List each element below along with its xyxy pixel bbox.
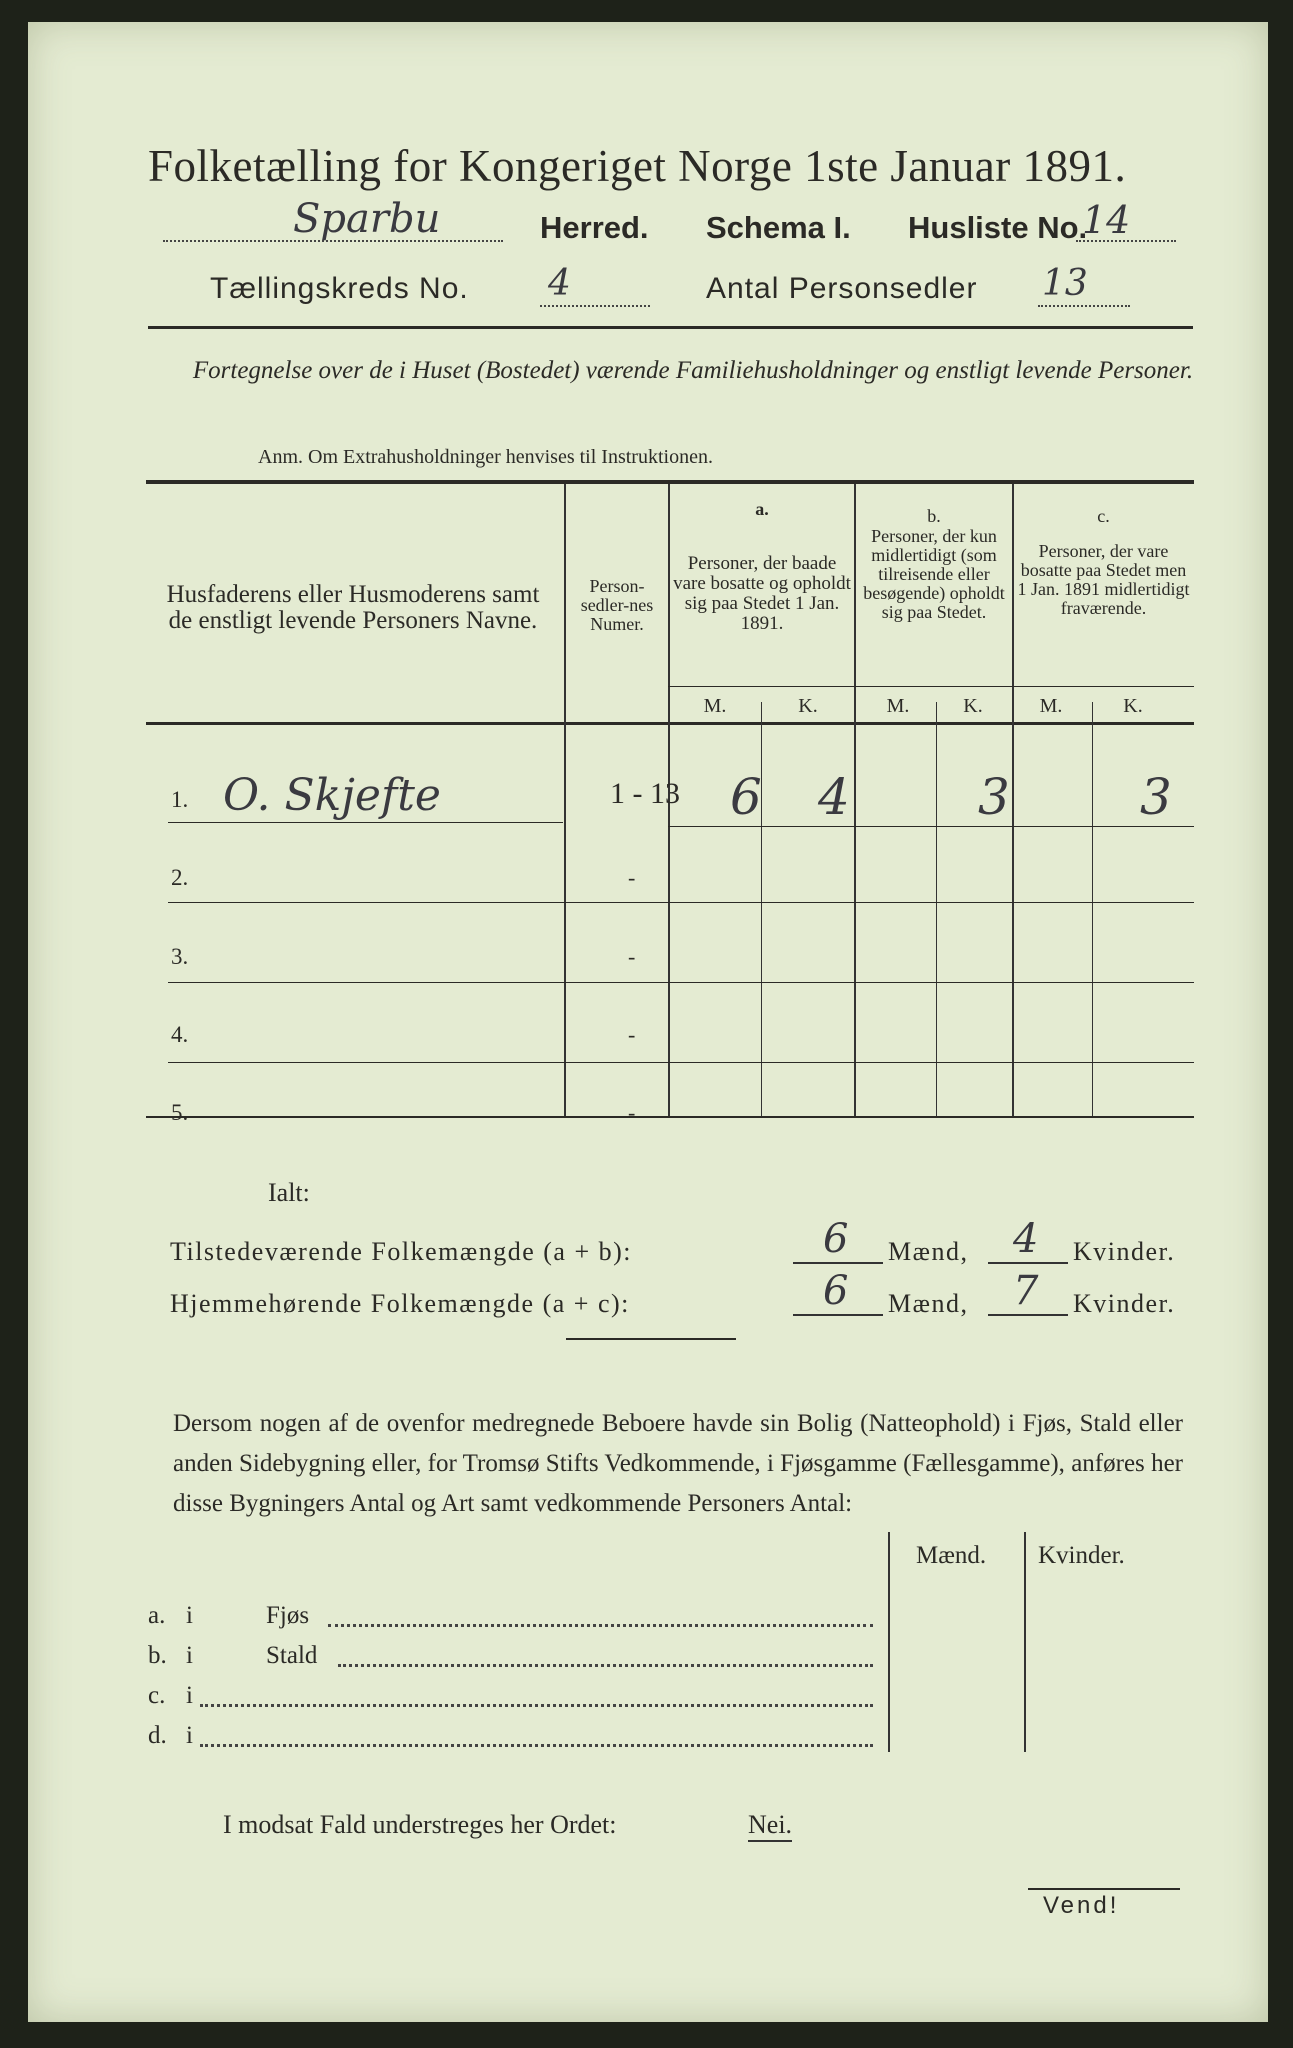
- instruction-note: Anm. Om Extrahusholdninger henvises til Instruktionen.: [258, 446, 713, 468]
- husliste-value: 14: [1082, 198, 1131, 242]
- col-a-m: M.: [703, 695, 727, 717]
- col-header-b: Personer, der kun midlertidigt (som tilreisende eller besøgende) opholdt sig paa Stedet.: [863, 526, 1005, 622]
- building-letter: b.: [148, 1642, 167, 1669]
- nei-option[interactable]: Nei.: [748, 1810, 792, 1842]
- kreds-value: 4: [548, 263, 571, 304]
- building-label: Fjøs: [266, 1602, 310, 1629]
- outbuilding-instructions: Dersom nogen af de ovenfor medregnede Beboere havde sin Bolig (Natteophold) i Fjøs, Stald eller anden Sidebygning eller, for Tromsø Stifts Vedkommende, i Fjøsgamme (Fællesgamme), anføres her disse Bygningers Antal og Art samt vedkommende Personers Antal:: [173, 1410, 1183, 1517]
- building-letter: c.: [148, 1682, 166, 1709]
- totals-label: Ialt:: [268, 1178, 310, 1207]
- vend-label: Vend!: [1043, 1892, 1120, 1919]
- row-a-m[interactable]: 6: [730, 768, 762, 826]
- total-resident-label: Hjemmehørende Folkemængde (a + c):: [170, 1289, 630, 1318]
- col-header-c: Personer, der vare bosatte paa Stedet men 1 Jan. 1891 midlertidigt fraværende.: [1017, 541, 1190, 618]
- personsedler-field[interactable]: [1038, 263, 1130, 312]
- herred-field[interactable]: [163, 196, 503, 250]
- personsedler-label: Antal Personsedler: [706, 272, 978, 305]
- form-subtitle: Fortegnelse over de i Huset (Bostedet) værende Familiehusholdninger og enstligt levende Personer.: [192, 357, 1194, 384]
- col-header-num: Person-sedler-nes Numer.: [580, 576, 654, 634]
- maend-label: Mænd,: [888, 1237, 969, 1266]
- total-present-m: 6: [823, 1216, 849, 1262]
- building-letter: d.: [148, 1722, 167, 1749]
- building-i: i: [186, 1682, 193, 1709]
- husliste-field[interactable]: [1076, 198, 1176, 250]
- total-resident-m-field[interactable]: [793, 1268, 883, 1316]
- modsat-text: I modsat Fald understreges her Ordet:: [223, 1810, 617, 1839]
- row-a-k[interactable]: 4: [818, 768, 850, 826]
- building-label: Stald: [266, 1642, 318, 1669]
- divider: [566, 1338, 736, 1340]
- schema-label: Schema I.: [706, 210, 851, 245]
- row-number: 4.: [171, 1022, 189, 1047]
- total-present-label: Tilstedeværende Folkemængde (a + b):: [170, 1237, 632, 1266]
- row-c-k[interactable]: 3: [1140, 768, 1172, 826]
- row-number: 2.: [171, 865, 189, 890]
- row-num[interactable]: -: [628, 944, 636, 969]
- husliste-label: Husliste No.: [908, 210, 1088, 245]
- building-i: i: [186, 1602, 193, 1629]
- row-num[interactable]: -: [628, 1100, 636, 1125]
- total-resident-m: 6: [823, 1268, 849, 1314]
- herred-value: Sparbu: [293, 196, 441, 242]
- buildings-maend-header: Mænd.: [916, 1542, 987, 1569]
- col-header-a-letter: a.: [755, 499, 769, 519]
- row-name[interactable]: O. Skjefte: [223, 770, 441, 821]
- footer-rule: [1028, 1888, 1180, 1890]
- col-a-k: K.: [798, 695, 818, 717]
- personsedler-value: 13: [1042, 263, 1088, 304]
- census-sheet: [28, 22, 1268, 2022]
- row-number: 5.: [171, 1100, 189, 1125]
- maend-label: Mænd,: [888, 1289, 969, 1318]
- kvinder-label: Kvinder.: [1073, 1237, 1176, 1266]
- row-number: 1.: [171, 787, 189, 812]
- building-letter: a.: [148, 1602, 166, 1629]
- col-b-m: M.: [886, 695, 910, 717]
- kvinder-label: Kvinder.: [1073, 1289, 1176, 1318]
- row-num[interactable]: -: [628, 1022, 636, 1047]
- header-divider: [148, 326, 1193, 329]
- buildings-kvinder-header: Kvinder.: [1038, 1542, 1125, 1569]
- total-present-m-field[interactable]: [793, 1216, 883, 1264]
- kreds-field[interactable]: [540, 263, 650, 312]
- col-c-m: M.: [1039, 695, 1063, 717]
- total-present-k-field[interactable]: [988, 1216, 1068, 1264]
- row-num[interactable]: -: [628, 865, 636, 890]
- total-present-k: 4: [1013, 1216, 1039, 1262]
- building-i: i: [186, 1722, 193, 1749]
- col-header-a: Personer, der baade vare bosatte og opholdt sig paa Stedet 1 Jan. 1891.: [673, 553, 851, 634]
- row-num[interactable]: 1 - 13: [610, 777, 680, 810]
- col-header-name: Husfaderens eller Husmoderens samt de enstligt levende Personers Navne.: [166, 581, 540, 635]
- col-header-b-letter: b.: [927, 506, 941, 526]
- total-resident-k: 7: [1013, 1268, 1039, 1314]
- kreds-label: Tællingskreds No.: [210, 272, 469, 305]
- building-i: i: [186, 1642, 193, 1669]
- col-header-c-letter: c.: [1097, 506, 1110, 526]
- col-c-k: K.: [1123, 695, 1143, 717]
- form-title: Folketælling for Kongeriget Norge 1ste Januar 1891.: [148, 141, 1127, 191]
- total-resident-k-field[interactable]: [988, 1268, 1068, 1316]
- row-b-k[interactable]: 3: [978, 768, 1010, 826]
- herred-label: Herred.: [540, 210, 649, 245]
- row-number: 3.: [171, 944, 189, 969]
- col-b-k: K.: [963, 695, 983, 717]
